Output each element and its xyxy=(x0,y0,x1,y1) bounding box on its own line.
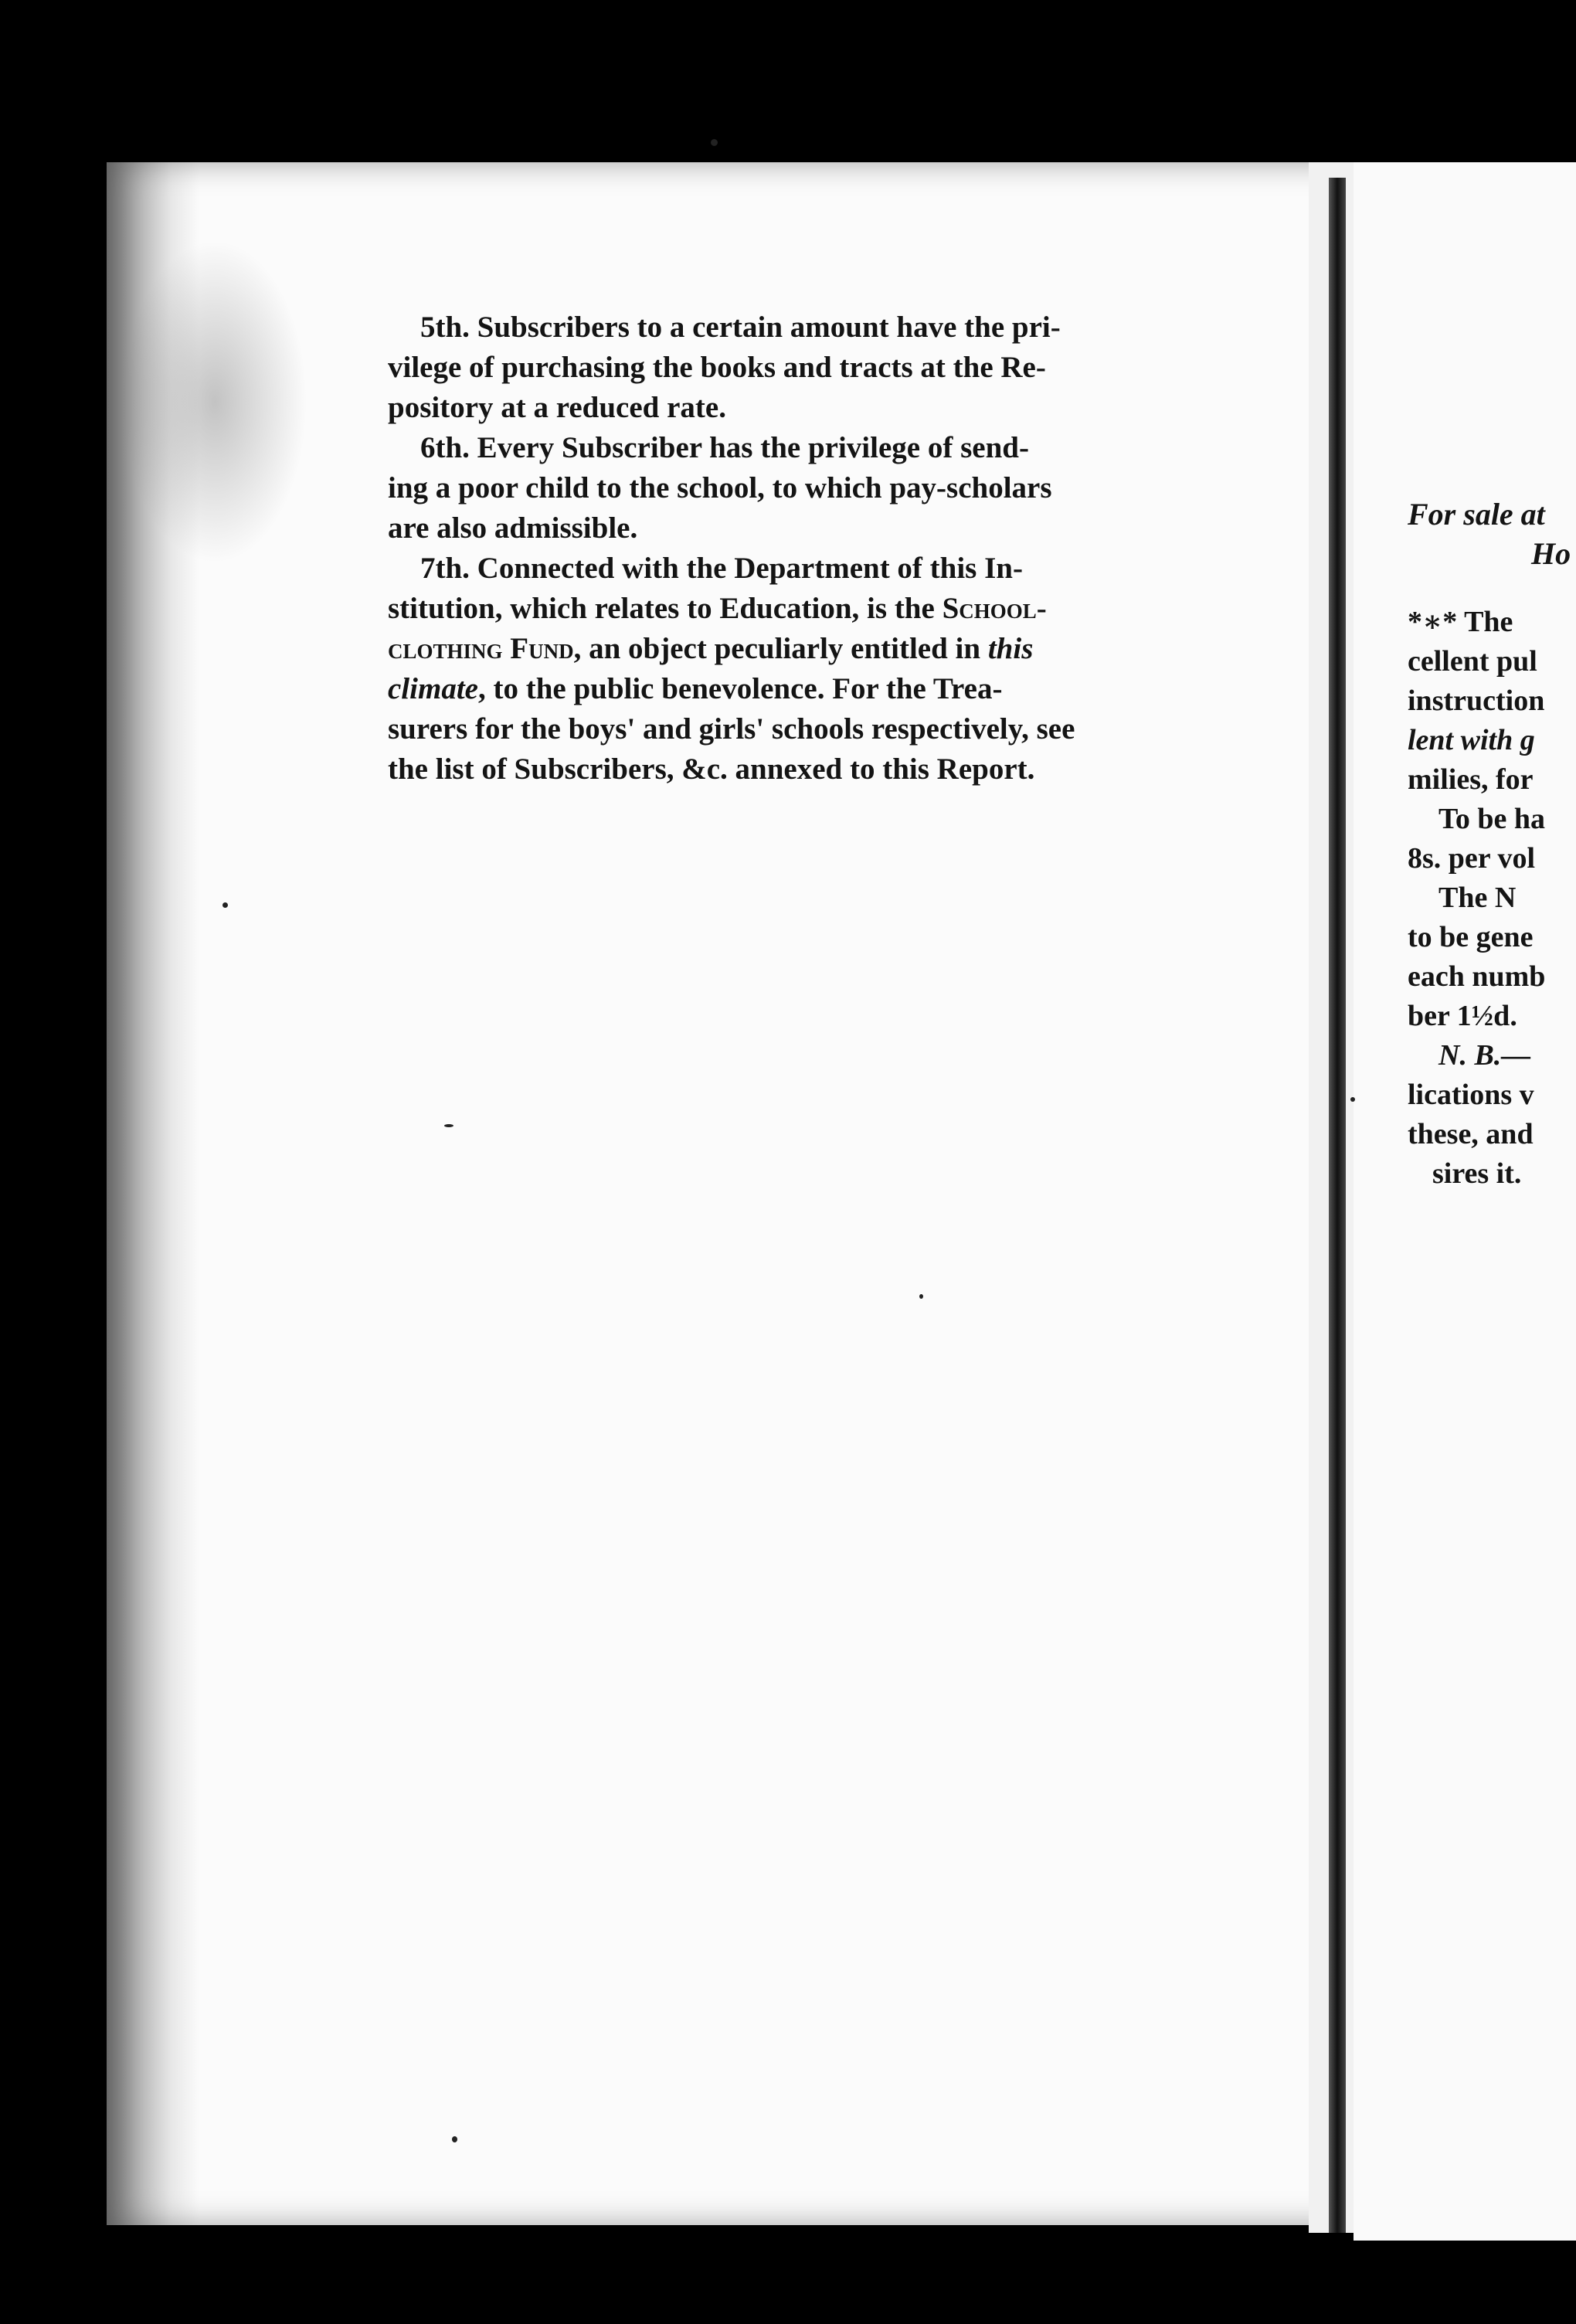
left-page-text xyxy=(388,307,1207,790)
speck xyxy=(444,1124,453,1127)
italic-text: this xyxy=(987,632,1034,665)
right-heading-line-1: For sale at xyxy=(1408,497,1545,532)
text-line: these, and xyxy=(1408,1118,1534,1150)
speck xyxy=(222,902,228,908)
text-line: vilege of purchasing the books and tracts at the Re- xyxy=(388,351,1046,384)
text-line: instruction xyxy=(1408,685,1545,717)
right-page xyxy=(1354,162,1576,2241)
text-line: to be gene xyxy=(1408,921,1534,953)
right-page-text xyxy=(1408,494,1576,1194)
text-line: surers for the boys' and girls' schools respectively, see xyxy=(388,712,1075,746)
text-line: To be ha xyxy=(1438,803,1545,835)
text-line: lications v xyxy=(1408,1079,1534,1111)
page-stain xyxy=(122,240,307,564)
text-line: 6th. Every Subscriber has the privilege of send- xyxy=(420,431,1029,464)
paragraph-6th xyxy=(388,428,1207,549)
text-line: sires it. xyxy=(1432,1157,1522,1190)
text-line: ber 1½d. xyxy=(1408,1000,1517,1032)
text-line: 8s. per vol xyxy=(1408,842,1536,875)
text-fragment: , an object peculiarly entitled in xyxy=(573,632,988,665)
text-line: are also admissible. xyxy=(388,511,638,545)
italic-text: climate xyxy=(388,672,478,705)
text-line: lent with g xyxy=(1408,724,1535,756)
text-line: each numb xyxy=(1408,960,1546,993)
speck xyxy=(452,2136,457,2142)
small-caps-text: School- xyxy=(942,592,1047,625)
text-line: 7th. Connected with the Department of this In- xyxy=(420,552,1023,585)
speck xyxy=(919,1294,923,1299)
text-line: cellent pul xyxy=(1408,645,1537,678)
text-line: 5th. Subscribers to a certain amount have the pri- xyxy=(420,311,1061,344)
text-line: the list of Subscribers, &c. annexed to this Report. xyxy=(388,753,1035,786)
right-heading-line-2: Ho xyxy=(1531,536,1571,571)
small-caps-text: clothing Fund xyxy=(388,632,574,665)
text-line: The N xyxy=(1438,882,1517,914)
speck xyxy=(711,139,718,146)
text-line: ing a poor child to the school, to which pay-scholars xyxy=(388,471,1052,505)
text-fragment: , to the public benevolence. For the Trea- xyxy=(477,672,1003,705)
paragraph-5th xyxy=(388,307,1207,428)
text-line: N. B.— xyxy=(1438,1039,1531,1072)
text-fragment: stitution, which relates to Education, is the xyxy=(388,592,943,625)
text-line: pository at a reduced rate. xyxy=(388,391,726,424)
binding-shadow xyxy=(1329,178,1346,2233)
text-line: *∗* The xyxy=(1408,606,1513,638)
paragraph-7th xyxy=(388,549,1207,790)
text-line: milies, for xyxy=(1408,763,1534,796)
speck xyxy=(1350,1097,1355,1102)
